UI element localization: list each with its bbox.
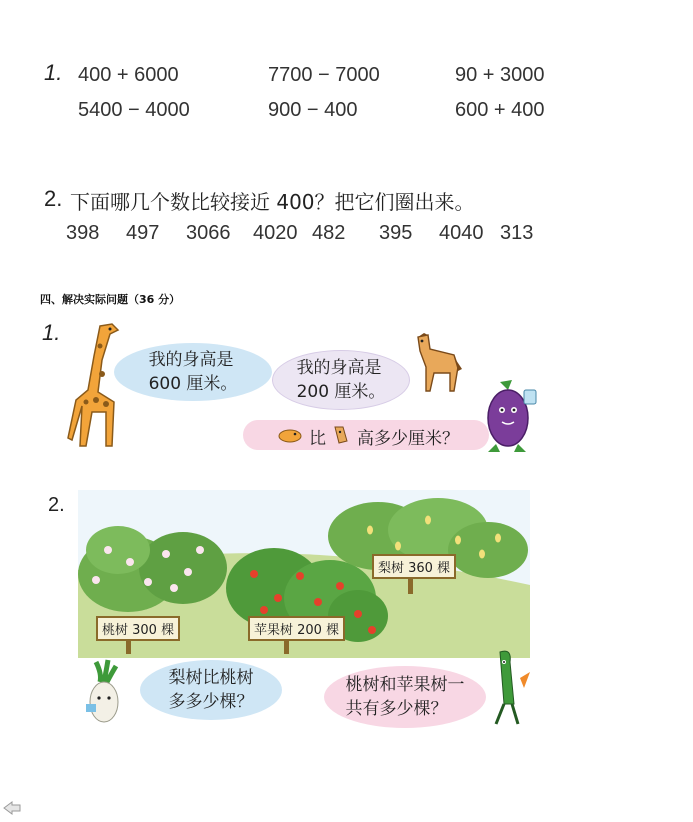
- cucumber-bubble-line: 共有多少棵？: [345, 699, 448, 719]
- horse-speech-bubble: [272, 350, 410, 410]
- horse-bubble-line: 200 厘米。: [296, 382, 386, 402]
- radish-bubble-line: 梨树比桃树: [168, 668, 254, 688]
- apple-tree-sign: 苹果树 200 棵: [248, 616, 345, 641]
- candidate-number: 398: [66, 222, 100, 244]
- expression: 7700 − 7000: [268, 64, 380, 86]
- giraffe-illustration: [62, 320, 122, 448]
- back-arrow-icon[interactable]: [2, 800, 22, 816]
- cucumber-character: [484, 648, 534, 728]
- cucumber-speech-bubble: [324, 666, 486, 728]
- giraffe-bubble-line: 600 厘米。: [148, 374, 238, 394]
- radish-speech-bubble: [140, 660, 282, 720]
- horse-head-icon: [331, 425, 351, 445]
- expression: 900 − 400: [268, 99, 358, 121]
- question-2-prompt: 下面哪几个数比较接近 400？把它们圈出来。: [70, 190, 475, 214]
- question-2-number: 2.: [44, 186, 63, 211]
- horse-illustration: [410, 333, 464, 393]
- pear-tree-sign: 梨树 360 棵: [372, 554, 456, 579]
- cucumber-bubble-line: 桃树和苹果树一: [345, 675, 465, 695]
- radish-bubble-line: 多多少棵？: [168, 692, 254, 712]
- candidate-number: 395: [379, 222, 413, 244]
- candidate-number: 4040: [439, 222, 484, 244]
- section-4-heading: 四、解决实际问题（36 分）: [40, 293, 181, 306]
- expression: 400 + 6000: [78, 64, 179, 86]
- expression: 600 + 400: [455, 99, 545, 121]
- candidate-number: 497: [126, 222, 160, 244]
- radish-character: [76, 658, 132, 730]
- problem-2-number: 2.: [48, 494, 65, 516]
- candidate-number: 3066: [186, 222, 231, 244]
- candidate-number: 4020: [253, 222, 298, 244]
- question-1-number: 1.: [44, 60, 63, 85]
- giraffe-speech-bubble: [114, 343, 272, 401]
- comparison-question-bubble: [243, 420, 489, 450]
- question-text: 高多少厘米？: [357, 429, 459, 449]
- giraffe-bubble-line: 我的身高是: [148, 350, 234, 370]
- peach-tree-sign: 桃树 300 棵: [96, 616, 180, 641]
- expression: 5400 − 4000: [78, 99, 190, 121]
- candidate-number: 482: [312, 222, 346, 244]
- eggplant-character: [478, 376, 544, 454]
- giraffe-head-icon: [277, 426, 303, 444]
- horse-bubble-line: 我的身高是: [296, 358, 382, 378]
- question-word-than: 比: [309, 429, 326, 449]
- expression: 90 + 3000: [455, 64, 545, 86]
- candidate-number: 313: [500, 222, 534, 244]
- problem-1-number: 1.: [42, 320, 61, 345]
